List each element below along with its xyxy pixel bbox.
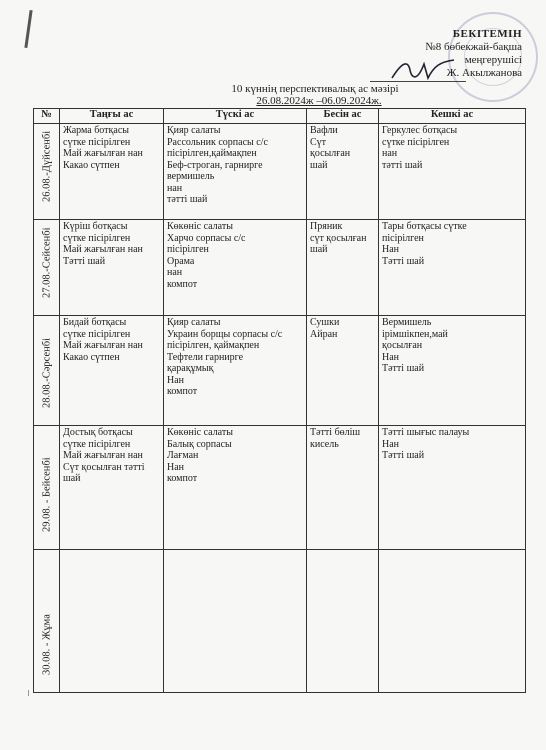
dinner-cell [379,220,526,316]
approval-line-3: Ж. Акылжанова [446,67,522,79]
snack-item: қосылған [310,148,351,159]
breakfast-item: сүтке пісірілген [63,328,131,340]
header-row [34,109,526,124]
day-cell [34,316,60,426]
header-dinner: Кешкі ас [379,109,526,124]
lunch-item: Көкөніс салаты [167,221,233,232]
breakfast-item: Май жағылған нан [63,148,143,159]
dinner-item: пісірілген [382,232,424,244]
breakfast-item: Жарма ботқасы [63,125,129,136]
day-label: 30.08. - Жұма [40,613,52,675]
lunch-item: Қияр салаты [167,125,221,136]
day-cell [34,220,60,316]
lunch-item: пісірілген [167,244,209,255]
title-line-1: 10 күннің перспективалық ас мәзірі [231,83,399,95]
lunch-item: Харчо сорпасы с/с [167,232,246,244]
day-label: 26.08.-Дүйсенбі [40,130,52,202]
lunch-item: Рассольник сорпасы с/с [167,136,268,148]
breakfast-item: Сүт қосылған тәтті [63,461,145,473]
dinner-item: нан [382,148,398,159]
dinner-item: тәтті шай [382,159,423,171]
table-row [34,220,526,316]
header-number: № [34,109,60,124]
approval-line-1: №8 бөбекжай-бақша [425,41,522,53]
table-row [34,124,526,220]
snack-item: Вафли [310,125,338,136]
header-lunch: Түскі ас [164,109,307,124]
dinner-item: Тәтті шай [382,363,425,374]
lunch-cell [164,316,307,426]
day-label: 28.08.-Сәрсенбі [40,337,52,408]
breakfast-item: шай [63,473,81,484]
dinner-cell [379,316,526,426]
breakfast-cell [60,316,164,426]
dinner-cell [379,550,526,693]
dinner-item: Нан [382,244,400,255]
breakfast-item: Май жағылған нан [63,340,143,351]
table-row [34,426,526,550]
dinner-item: Тәтті шығыс палауы [382,427,470,438]
breakfast-item: Какао сүтпен [63,351,120,363]
breakfast-cell [60,550,164,693]
lunch-item: пісірілген,қаймақпен [167,148,257,159]
dinner-item: Тәтті шай [382,255,425,267]
lunch-item: вермишель [167,171,215,182]
dinner-item: Вермишель [382,317,432,328]
lunch-item: қарақұмық [167,363,214,374]
snack-cell [307,220,379,316]
snack-item: Пряник [310,221,343,232]
dinner-item: ірімшікпен,май [382,328,448,340]
snack-item: Сушки [310,317,340,328]
snack-cell [307,426,379,550]
lunch-cell [164,220,307,316]
lunch-item: компот [167,278,198,290]
snack-item: сүт қосылған [310,232,367,244]
lunch-item: Нан [167,374,185,386]
dinner-item: Нан [382,351,400,363]
header-breakfast: Таңғы ас [60,109,164,124]
breakfast-item: Май жағылған нан [63,450,143,461]
lunch-item: Балық сорпасы [167,438,232,450]
breakfast-item: сүтке пісірілген [63,438,131,450]
lunch-item: Беф-строган, гарнирге [167,159,263,171]
lunch-item: компот [167,386,198,397]
day-cell [34,550,60,693]
lunch-item: Тефтели гарнирге [167,351,244,363]
lunch-cell [164,550,307,693]
breakfast-item: сүтке пісірілген [63,232,131,244]
breakfast-item: Күріш ботқасы [63,221,128,232]
lunch-item: нан [167,267,183,278]
dinner-item: Нан [382,438,400,450]
snack-cell [307,550,379,693]
day-label: 29.08. - Бейсенбі [40,456,52,532]
dinner-item: сүтке пісірілген [382,136,450,148]
breakfast-item: сүтке пісірілген [63,136,131,148]
day-cell [34,426,60,550]
scan-edge-mark [24,10,32,48]
day-cell [34,124,60,220]
breakfast-item: Тәтті шай [63,255,106,267]
document-title [0,83,546,107]
breakfast-cell [60,220,164,316]
snack-item: Тәтті бөліш [310,427,361,438]
lunch-item: компот [167,473,198,484]
scan-corner-mark [28,690,35,696]
lunch-item: нан [167,182,183,194]
lunch-item: Орама [167,255,195,267]
menu-table [33,108,526,693]
approval-heading: БЕКІТЕМІН [452,28,522,40]
breakfast-item: Достық ботқасы [63,427,133,438]
lunch-item: Қияр салаты [167,317,221,328]
lunch-cell [164,426,307,550]
lunch-item: пісірілген, қаймақпен [167,340,260,351]
approval-line-2: меңгерушісі [464,54,522,66]
lunch-item: Украин борщы сорпасы с/с [167,328,283,340]
breakfast-cell [60,426,164,550]
day-label: 27.08.-Сейсенбі [40,227,52,298]
lunch-cell [164,124,307,220]
signature [388,56,458,82]
dinner-item: Тары ботқасы сүтке [382,221,467,232]
breakfast-item: Какао сүтпен [63,159,120,171]
table-row [34,316,526,426]
snack-item: шай [310,244,328,255]
lunch-item: Нан [167,461,185,473]
snack-item: кисель [310,438,339,450]
dinner-item: қосылған [382,340,423,351]
table-row [34,550,526,693]
dinner-cell [379,426,526,550]
header-snack: Бесін ас [307,109,379,124]
snack-item: Айран [310,328,338,340]
breakfast-cell [60,124,164,220]
lunch-item: тәтті шай [167,194,208,205]
dinner-item: Геркулес ботқасы [382,125,458,136]
snack-item: шай [310,159,328,171]
lunch-item: Көкөніс салаты [167,427,233,438]
dinner-item: Тәтті шай [382,450,425,461]
snack-item: Сүт [310,136,327,148]
snack-cell [307,316,379,426]
breakfast-item: Бидай ботқасы [63,317,127,328]
dinner-cell [379,124,526,220]
title-line-2: 26.08.2024ж –06.09.2024ж. [256,95,382,107]
snack-cell [307,124,379,220]
breakfast-item: Май жағылған нан [63,244,143,255]
signature-line [370,81,466,82]
lunch-item: Лағман [167,450,199,461]
